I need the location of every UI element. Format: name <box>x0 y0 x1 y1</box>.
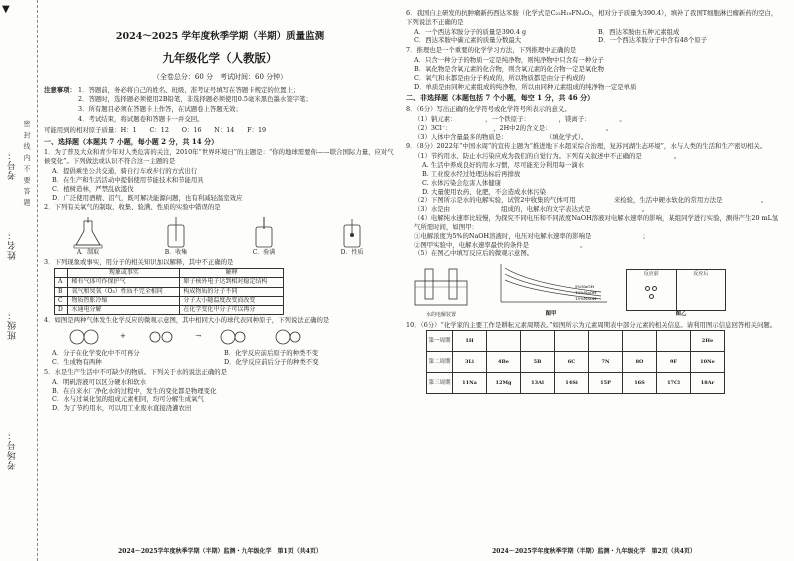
electrolysis-apparatus-icon <box>411 265 471 309</box>
molecule-icon <box>65 328 105 346</box>
page-2 <box>406 8 782 394</box>
curve-label: 15%NaOH <box>575 296 597 302</box>
notice-heading: 注意事项： <box>44 85 76 94</box>
figure-jia <box>486 260 616 318</box>
after-box: 反应后 <box>693 271 709 278</box>
page-footer: 2024～2025学年度秋季学期（半期）监测・九年级化学 第1页（共4页） <box>118 548 322 555</box>
section-heading: 一、选择题（本题共 7 小题，每小题 2 分，共 14 分） <box>44 136 219 146</box>
option: C．氧气和水都是由分子构成的，所以物质都是由分子构成的 <box>414 73 586 82</box>
molecule-diagram: + → <box>58 328 318 346</box>
table-row: 第二周期 3Li 4Be 5B 6C 7N 8O 9F 10Ne <box>427 352 725 373</box>
option: B．化学反应前后原子的种类不变 <box>224 349 319 358</box>
option: A．明矾溶液可以区分硬水和软水 <box>52 377 147 386</box>
option: B．在自来水厂净化水的过程中，发生的变化都是物理变化 <box>52 386 217 395</box>
figure-caption: 水的电解装置 <box>425 311 456 318</box>
explanation-table <box>54 268 284 315</box>
corner-mark: ▼ <box>2 4 10 15</box>
question-6: 6．我国自主研发的抗肿瘤新药西达苯胺（化学式是C₂₂H₁₉FN₄O₂，相对分子质量为390.4），填补了我国T细胞淋巴瘤新药的空白，下列说法不正确的是 <box>406 9 778 26</box>
figure-caption: 图乙 <box>675 311 687 318</box>
option: D．为了节约用水，可以用工业废水直接浇灌农田 <box>52 404 192 413</box>
q9-figures <box>406 260 782 318</box>
answer-line: （2）3Cl⁻： ，2H中2的含义是： 。 <box>414 123 613 132</box>
option: D．一个西达苯胺分子中含有48个原子 <box>598 36 708 45</box>
molecule-icon <box>141 328 181 346</box>
table-row: B 氧气和臭氧（O₃）性质不完全相同 构成物质的分子不同 <box>55 287 284 296</box>
figure-caption: 图甲 <box>545 311 557 318</box>
figure-c <box>234 217 294 257</box>
curve-label: 5%NaOH <box>575 284 594 290</box>
cut-line-notice: 密 封 线 内 不 要 答 题 <box>23 120 31 207</box>
sub-question: （2）下图所示是水的电解实验，试管2中收集的气体可用 来检验，生活中硬水软化的常用方法是 。 <box>414 196 768 205</box>
sub-question: （3）水是由 组成的，电解水的文字表达式是 。 <box>414 205 649 214</box>
figure-yi <box>626 269 736 319</box>
option: D．化学反应前后分子的种类不变 <box>224 358 319 367</box>
answer-line: （3）人体中含量最多的物质是： （填化学式）。 <box>414 132 588 141</box>
question-8: 8．（6分）写出正确的化学符号或化学符号所表示的意义。 <box>406 105 571 114</box>
option-grid <box>406 28 782 46</box>
notice-item: 4．考试结束，将试题卷和答题卡一并交回。 <box>78 115 204 124</box>
table-row: A 稀有气体可作保护气 原子核外电子达到相对稳定结构 <box>55 278 284 287</box>
section-heading: 二、非选择题（本题包括 7 个小题，每空 1 分，共 46 分） <box>406 93 595 103</box>
option: C．生成物有两种 <box>52 358 102 367</box>
option: A．提倡乘坐公共交通，骑自行车或步行的方式出行 <box>52 167 198 176</box>
option: C．西达苯胺中碳元素的质量分数最大 <box>414 36 522 45</box>
sub-question: （4）电解纯水速率比较慢，为探究不同电压和不同浓度NaOH溶液对电解水速率的影响，某组同学进行实验，测得产生20 mL氢气所需时间，如图甲： <box>414 214 779 231</box>
question-2: 2．下列有关氧气的制取、收集、验满、性质的实验中错误的是 <box>44 203 221 212</box>
table-header <box>55 269 68 278</box>
figure-a <box>58 217 118 257</box>
table-header: 现象或事实 <box>68 269 180 278</box>
option: A. 生活中养成良好的用水习惯，尽可能充分利用每一滴水 <box>422 161 585 170</box>
figure-label: C．验满 <box>252 248 276 256</box>
answer-line: （1）钠元素： ，一个铁原子： ，镁离子： 。 <box>414 114 626 123</box>
figure-label: A．制取 <box>76 248 100 256</box>
option: D．单质是由同种元素组成的纯净物，所以由同种元素组成的纯净物一定是单质 <box>414 82 637 91</box>
electrolysis-figure <box>406 265 476 319</box>
option: B. 工业废水经过处理达标后再排放 <box>422 169 521 178</box>
sub-question: （1）节约用水、防止水污染应成为我们的自觉行为。下列有关叙述中不正确的是 。 <box>414 152 681 161</box>
curve-label: 10%NaOH <box>575 290 597 296</box>
notice-item: 1．答题前，务必将自己的姓名、班级、准考证号填写在答题卡规定的位置上； <box>78 85 300 94</box>
notice-block <box>44 86 396 125</box>
option: A．只含一种分子的物质一定是纯净物，则纯净物中只含有一种分子 <box>414 56 604 65</box>
option: A．一个西达苯胺分子的质量是390.4 g <box>414 27 527 36</box>
class-label: 班级： <box>8 310 18 340</box>
figure-label: B．收集 <box>164 248 188 256</box>
option: B．在生产和生活活动中提倡使用节能技术和节能用具 <box>52 175 204 184</box>
seat-label: 考场号： <box>8 430 18 470</box>
notice-item: 3．所有题目必须在答题卡上作答，在试题卷上答题无效； <box>78 105 242 114</box>
option: B．氧化物是含氧元素的化合物，则含氧元素的化合物一定是氧化物 <box>414 64 605 73</box>
before-box: 反应前 <box>627 270 677 310</box>
exam-title: 2024～2025 学年度秋季学期（半期）质量监测 <box>115 31 325 42</box>
exam-no-label: 考号： <box>8 150 18 180</box>
notice-item: 2．答题时，选择题必须使用2B铅笔，非选择题必须使用0.5毫米黑色墨水签字笔； <box>78 95 312 104</box>
table-row: 第三周期 11Na 12Mg 13Al 14Si 15P 16S 17Cl 18Ar <box>427 373 725 394</box>
option: D．广泛使用酒精、沼气，既可解决能源问题，也有利减轻温室效应 <box>52 193 243 202</box>
question-9: 9．（8分）2022年“中国水周”的宣传主题为“推进地下水超采综合治理，复苏河湖生态环境”，水与人类的生活和生产密切相关。 <box>406 142 767 151</box>
name-label: 姓名： <box>8 230 18 260</box>
page-footer: 2024～2025学年度秋季学期（半期）监测・九年级化学 第2页（共4页） <box>492 548 696 555</box>
question-5: 5．水是生产生活中不可缺少的物质。下列关于水的说法正确的是 <box>44 367 228 376</box>
gas-bottle-icon <box>156 217 196 249</box>
table-row: C 物质热胀冷缩 分子大小随温度改变而改变 <box>55 296 284 305</box>
table-header: 解释 <box>180 269 284 278</box>
question-3: 3．下列现象或事实，用分子的相关知识加以解释，其中不正确的是 <box>44 258 234 267</box>
splint-icon <box>244 217 284 249</box>
option: C．水与过氧化氢的组成元素相同，均可分解生成氧气 <box>52 395 204 404</box>
page-1 <box>44 30 396 413</box>
option: B．西达苯胺由五种元素组成 <box>598 27 680 36</box>
question-7: 7．推理也是一个重要的化学学习方法，下列推理中正确的是 <box>406 46 577 55</box>
binding-margin <box>0 0 38 561</box>
option: C. 水体污染会危害人体健康 <box>422 178 502 187</box>
figure-d <box>322 217 382 257</box>
apparatus-figures <box>44 213 396 257</box>
table-row: D 水通电分解 在化学变化中分子可以再分 <box>55 306 284 315</box>
question-10: 10．（6分）“化学家的主要工作是耕耘元素周期表。”如图所示为元素周期表中部分元素的相关信息。请利用图示信息回答相关问题。 <box>406 320 777 329</box>
sub-question: ②图甲实验中，电解水速率最快的条件是 。 <box>414 240 587 249</box>
question-1: 1．为了普及大众和青少年对人类危害的关注，2010年“世界环境日”的主题是：“你的地球需要你——联合国际力量，应对气候变化”。下列做法或认识不符合这一主题的是 <box>44 148 394 166</box>
reaction-boxes <box>626 269 726 311</box>
subject-title: 九年级化学（人教版） <box>162 51 278 66</box>
sub-question: （5）在图乙中填写反应后的微观示意图。 <box>414 249 534 258</box>
option: D. 大量使用农药、化肥，不会造成水体污染 <box>422 187 546 196</box>
combustion-icon <box>332 217 372 249</box>
table-row: 第一周期 1H 2He <box>427 331 725 352</box>
voltage-time-plot <box>491 260 611 308</box>
option: A．分子在化学变化中不可再分 <box>52 349 140 358</box>
option: C．植树造林，严禁乱砍滥伐 <box>52 184 134 193</box>
molecule-icon <box>271 328 311 346</box>
molecule-icon <box>216 328 256 346</box>
periodic-table <box>426 330 725 394</box>
question-4: 4．如图是两种气体发生化学反应的微观示意图，其中相同大小的球代表同种原子，下列说法正确的是 <box>44 316 330 325</box>
figure-label: D．性质 <box>340 248 364 256</box>
exam-meta: （全卷总分：60 分 考试时间：60 分钟） <box>152 72 288 81</box>
atomic-masses: 可能用到的相对原子质量：H：1 C：12 O：16 N：14 F：19 <box>44 125 267 134</box>
sub-question: ①电解浓度为5%的NaOH溶液时，电压对电解水速率的影响是 ； <box>414 231 649 240</box>
option-grid <box>44 349 396 367</box>
figure-b <box>146 217 206 257</box>
flask-icon <box>68 217 108 249</box>
